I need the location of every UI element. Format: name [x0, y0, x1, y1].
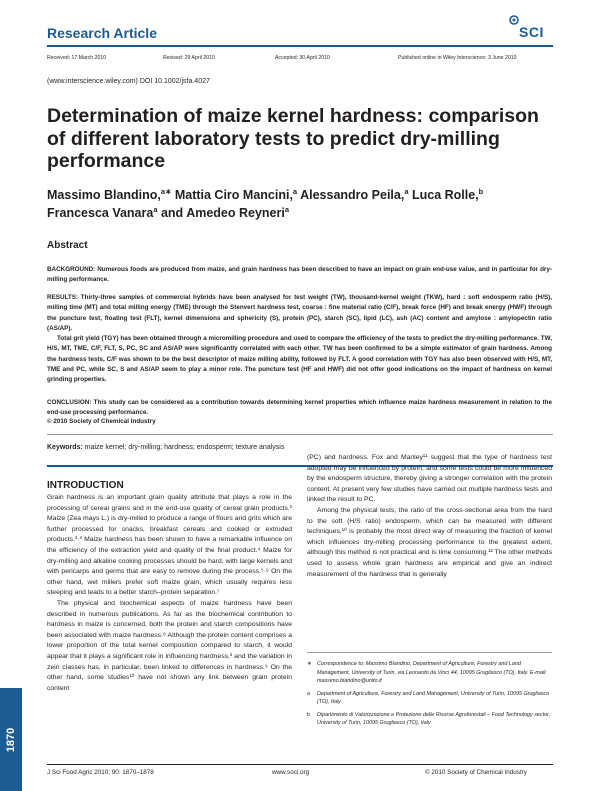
received-date: Received: 17 March 2010: [47, 55, 107, 61]
abstract-results: [47, 293, 552, 386]
results-label: RESULTS:: [47, 294, 79, 301]
sci-logo: [505, 14, 553, 42]
introduction-paragraph: Among the physical tests, the ratio of the cross-sectional area from the hard to the soft (H/S ratio) endosperm, which can be measured with different techniques,¹⁰ is probably the most direct way of measuring the fraction of kernel which influences dry-milling processing performance to the greatest extent, although this method is not practical and is time consuming.¹² The other methods used to assess whole grain hardness are empirical and give an indirect measurement of the hardness that is generally: [307, 506, 552, 578]
footnotes: [307, 660, 552, 732]
conclusion-text: This study can be considered as a contribution towards determining kernel properties which influence maize hardness measurement in relation to the end-use processing performance.: [47, 399, 552, 417]
footnote-mark: a: [307, 690, 310, 697]
side-page-number: 1870: [5, 727, 17, 753]
author-name[interactable]: Alessandro Peila,: [297, 188, 405, 202]
footer-rule: [47, 764, 553, 765]
article-title: Determination of maize kernel hardness: comparison of different laboratory tests to predict dry-milling performance: [47, 105, 539, 172]
author-affiliation-mark: a: [284, 205, 290, 214]
introduction-paragraph: (PC) and hardness. Fox and Manley¹¹ suggest that the type of hardness test adopted may be influenced by protein, and some tests could be more influenced by the endosperm structure, thereby giving a stronger correlation with the protein content. At present very few studies have carried out multiple hardness tests and linked the result to PC.: [307, 454, 552, 504]
abstract-background: [47, 265, 552, 286]
author-name[interactable]: Luca Rolle,: [408, 188, 479, 202]
accepted-date: Accepted: 30 April 2010: [275, 55, 330, 61]
introduction-paragraph: The physical and biochemical aspects of maize hardness have been described in numerous publications. As far as the biochemical contribution to hardness in maize is concerned, both the protein and starch compositions have been associated with maize hardness.⁸ Although the protein content comprises a lower proportion of the total kernel composition compared to starch, it would appear that it plays a significant role in influencing hardness,³ and the variation in zein classes has, in particular, been linked to differences in hardness.⁹ On the other hand, some studies¹⁰ have not shown any link between grain protein content: [47, 599, 292, 692]
footnote-text: Dipartimento di Valorizzazione e Protezione delle Risorse Agroforestali – Food Technology sector, University of Turin, 10095 Grugliasco (TO), Italy: [317, 711, 551, 726]
footnote-affiliation-b: [307, 711, 552, 728]
footnote-mark: ∗: [307, 661, 312, 667]
author-affiliation-mark: a: [153, 205, 158, 214]
published-date: Published online in Wiley Interscience: 3 June 2010: [398, 55, 517, 61]
footnote-text: Correspondence to: Massimo Blandino, Department of Agriculture, Forestry and Land Management, University of Turin, via Leonardo da Vinci 44, 10095 Grugliasco (TO), Italy. E-mail: massimo.blandino@unito.it: [317, 661, 547, 684]
author-name[interactable]: and Amedeo Reyneri: [157, 206, 285, 220]
author-affiliation-mark: a∗: [160, 187, 172, 196]
keywords-line: [47, 444, 284, 451]
footnote-mark: b: [307, 711, 310, 718]
footnote-correspondence: [307, 660, 552, 686]
abstract-copyright: © 2010 Society of Chemical Industry: [47, 418, 156, 425]
section-title: Research Article: [47, 25, 157, 41]
results-text: Thirty-three samples of commercial hybrids have been analysed for test weight (TW), thousand-kernel weight (TKW), hard : soft endosperm ratio (H/S), milling time (MT) and total milling energy (TME) through the Stenvert hardness test, coarse : fine material ratio (C/F), break force (HF) and break energy (HWF) through the puncture test, floating test (FLT), kernel dimensions and sphericity (S), protein (PC), starch (SC), lipid (LC), ash (AC) content and amylose : amylopectin ratio (AS/AP).: [47, 294, 552, 332]
author-name[interactable]: Francesca Vanara: [47, 206, 154, 220]
keywords-label: Keywords:: [47, 444, 83, 451]
introduction-heading: INTRODUCTION: [47, 480, 124, 491]
footnote-rule: [307, 652, 552, 653]
footer-copyright: © 2010 Society of Chemical Industry: [425, 769, 527, 776]
results-text-continued: Total grit yield (TGY) has been obtained through a micromilling procedure and used to compare the efficiency of the tests to predict the dry-milling performance. TW, H/S, MT, TME, C/F, FLT, S, PC, SC and AS/AP were significantly correlated with each other. TW has been confirmed to be a simple estimator of grain hardness. Among the hardness tests, C/F was shown to be the best descriptor of maize milling ability, followed by FLT. A good correlation with TGY has also been observed with H/S, MT, TME and PC, while SC, S and AS/AP seem to play a minor role. The puncture test (HF and HWF) did not offer good indications on the impact of hardness on kernel grinding properties.: [47, 335, 552, 384]
author-list: [47, 186, 552, 222]
footnote-text: Department of Agriculture, Forestry and Land Management, University of Turin, 10095 Grugliasco (TO), Italy: [317, 690, 550, 705]
author-affiliation-mark: a: [292, 187, 298, 196]
footer-website[interactable]: www.soci.org: [272, 769, 310, 776]
doi-line[interactable]: (www.interscience.wiley.com) DOI 10.1002/jsfa.4027: [47, 78, 210, 85]
keywords-text: maize kernel; dry-milling; hardness; endosperm; texture analysis: [82, 444, 285, 451]
background-text: Numerous foods are produced from maize, and grain hardness has been described to have an impact on grain end-use value, and in particular for dry-milling performance.: [47, 266, 552, 284]
keywords-rule-top: [47, 434, 553, 435]
conclusion-label: CONCLUSION:: [47, 399, 92, 406]
introduction-right-column: [307, 453, 552, 580]
background-label: BACKGROUND:: [47, 266, 96, 273]
introduction-paragraph: Grain hardness is an important grain quality attribute that plays a role in the processing of cereal grains and in the end-use quality of cereal grain products.¹ Maize (Zea mays L.) is dry-milled to produce a range of flours and grits which are further processed for snacks, breakfast cereals and cooked or extruded products.²·³ Maize hardness has been shown to have a remarkable influence on the efficiency of the extraction yield and quality of the final product.⁴ Maize for dry-milling and alkaline cooking processes should be hard, with large kernels and with pericarps and germs that are easy to remove during the process.⁵·⁶ On the other hand, wet millers prefer soft maize grain, which usually requires less steeping and leads to a better starch–protein separation.⁷: [47, 494, 292, 597]
header-rule: [47, 45, 553, 47]
author-affiliation-mark: a: [404, 187, 409, 196]
introduction-left-column: [47, 493, 292, 694]
footnote-affiliation-a: [307, 690, 552, 707]
abstract-heading: Abstract: [47, 240, 88, 251]
abstract-conclusion: [47, 398, 552, 419]
author-name[interactable]: Mattia Ciro Mancini,: [171, 188, 293, 202]
footer-citation: J Sci Food Agric 2010; 90: 1870–1878: [47, 769, 154, 776]
author-affiliation-mark: b: [478, 187, 484, 196]
sci-logo-text: SCI: [519, 24, 544, 40]
author-name[interactable]: Massimo Blandino,: [47, 188, 161, 202]
revised-date: Revised: 29 April 2010: [163, 55, 215, 61]
